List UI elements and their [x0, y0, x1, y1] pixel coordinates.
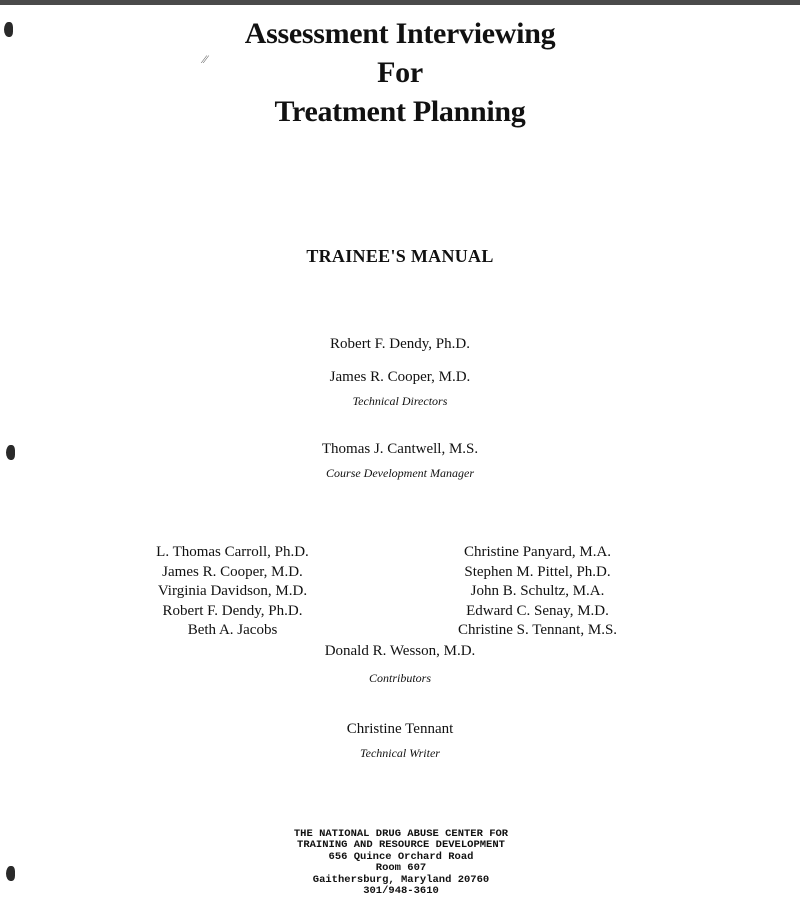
directors-role: Technical Directors: [352, 394, 448, 408]
top-edge-bar: [0, 0, 800, 5]
contributor-name: Edward C. Senay, M.D.: [466, 602, 609, 619]
contributor-name: Beth A. Jacobs: [187, 622, 278, 638]
writer-name: Christine Tennant: [346, 721, 454, 737]
title-line-1: Assessment Interviewing: [244, 17, 556, 50]
address-line: 301/948-3610: [363, 885, 439, 898]
director-name-2: James R. Cooper, M.D.: [329, 369, 471, 385]
contributors-left-column: [120, 543, 345, 641]
punch-hole-bottom: [6, 866, 15, 881]
publisher-address: [270, 829, 532, 897]
address-line: Room 607: [375, 862, 427, 875]
contributor-name: Virginia Davidson, M.D.: [157, 583, 308, 599]
writer-role: Technical Writer: [360, 746, 440, 760]
contributor-name: L. Thomas Carroll, Ph.D.: [156, 544, 309, 560]
address-line: Gaithersburg, Maryland 20760: [312, 873, 490, 886]
manager-name: Thomas J. Cantwell, M.S.: [321, 441, 479, 457]
director-name-1: Robert F. Dendy, Ph.D.: [330, 336, 470, 352]
contributor-name: Stephen M. Pittel, Ph.D.: [464, 563, 611, 580]
pen-mark: ⁄⁄: [203, 52, 208, 66]
address-line: THE NATIONAL DRUG ABUSE CENTER FOR: [293, 828, 509, 840]
address-line: TRAINING AND RESOURCE DEVELOPMENT: [297, 839, 505, 852]
title-line-3: Treatment Planning: [274, 95, 526, 128]
contributor-name: Robert F. Dendy, Ph.D.: [162, 602, 303, 619]
contributor-name: Christine Panyard, M.A.: [463, 544, 612, 560]
contributors-right-column: [425, 543, 650, 641]
address-line: 656 Quince Orchard Road: [328, 850, 474, 863]
title-line-2: For: [377, 56, 423, 89]
contributors-role: Contributors: [368, 671, 431, 685]
contributor-name: Christine S. Tennant, M.S.: [457, 622, 618, 638]
manager-role: Course Development Manager: [326, 466, 474, 480]
manual-subtitle: TRAINEE'S MANUAL: [306, 246, 494, 266]
contributor-name: John B. Schultz, M.A.: [470, 583, 605, 599]
contributor-name: James R. Cooper, M.D.: [162, 563, 303, 580]
contributor-name-last: Donald R. Wesson, M.D.: [324, 643, 476, 659]
